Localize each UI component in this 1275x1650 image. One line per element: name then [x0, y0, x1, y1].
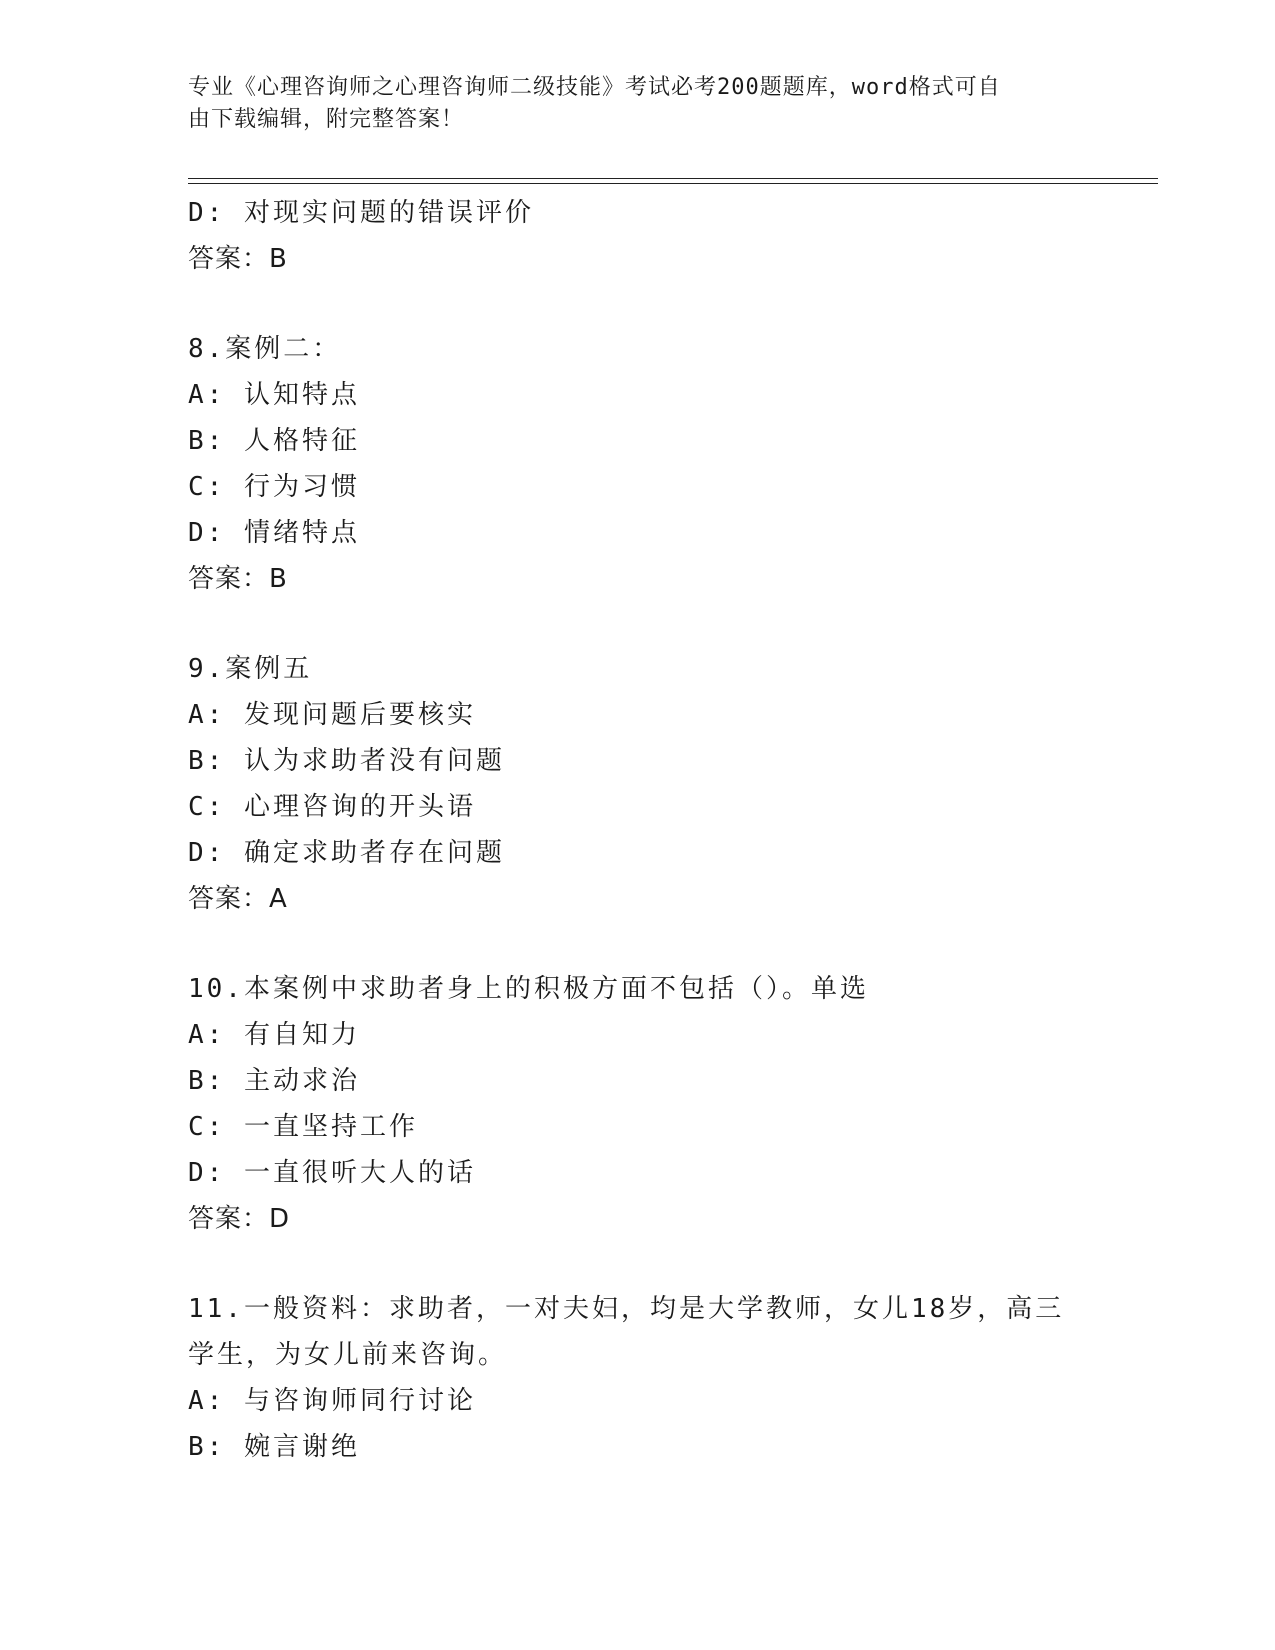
question-title: 8.案例二：	[188, 334, 342, 364]
option-a: A: 认知特点	[188, 380, 360, 410]
answer-line: 答案：A	[188, 884, 288, 914]
option-b: B: 认为求助者没有问题	[188, 746, 505, 776]
answer-line: 答案：B	[188, 244, 288, 274]
question-title-line-2: 学生，为女儿前来咨询。	[188, 1340, 508, 1370]
answer-line: 答案：B	[188, 564, 288, 594]
option-d: D: 情绪特点	[188, 518, 360, 548]
header-line-2: 由下载编辑，附完整答案！	[188, 107, 465, 132]
question-8	[188, 326, 1088, 602]
question-list	[188, 190, 1088, 1470]
option-d: D: 确定求助者存在问题	[188, 838, 505, 868]
previous-question-tail	[188, 190, 1088, 282]
option-d: D: 对现实问题的错误评价	[188, 198, 534, 228]
document-header	[188, 72, 1068, 136]
option-a: A: 有自知力	[188, 1020, 360, 1050]
option-a: A: 发现问题后要核实	[188, 700, 476, 730]
question-title: 10.本案例中求助者身上的积极方面不包括（）。单选	[188, 974, 869, 1004]
option-b: B: 婉言谢绝	[188, 1432, 360, 1462]
option-c: C: 一直坚持工作	[188, 1112, 418, 1142]
question-10	[188, 966, 1088, 1242]
option-a: A: 与咨询师同行讨论	[188, 1386, 476, 1416]
option-b: B: 主动求治	[188, 1066, 360, 1096]
question-title-line-1: 11.一般资料：求助者，一对夫妇，均是大学教师，女儿18岁，高三	[188, 1294, 1065, 1324]
option-c: C: 行为习惯	[188, 472, 360, 502]
answer-line: 答案：D	[188, 1204, 291, 1234]
option-c: C: 心理咨询的开头语	[188, 792, 476, 822]
header-divider-top	[188, 178, 1158, 179]
option-b: B: 人格特征	[188, 426, 360, 456]
header-line-1: 专业《心理咨询师之心理咨询师二级技能》考试必考200题题库，word格式可自	[188, 75, 1001, 100]
header-divider-bottom	[188, 183, 1158, 184]
question-title: 9.案例五	[188, 654, 313, 684]
question-11	[188, 1286, 1088, 1470]
question-9	[188, 646, 1088, 922]
option-d: D: 一直很听大人的话	[188, 1158, 476, 1188]
